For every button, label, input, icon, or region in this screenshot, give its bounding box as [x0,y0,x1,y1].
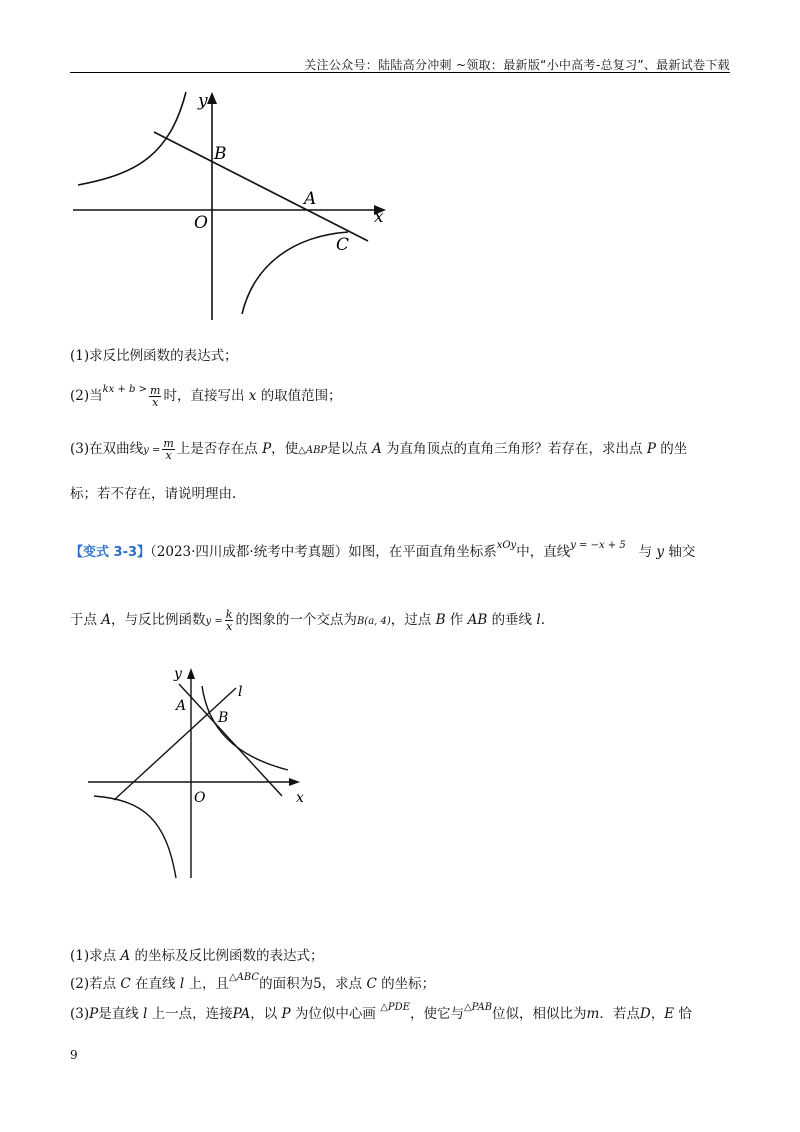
p1-q1: (1)求反比例函数的表达式； [70,348,238,364]
hyperbola-branch-lower-right [242,232,348,314]
p1-q2: (2)当$^{kx + b >}$ $\frac{m}{x}$ 时，直接写出 x 的取值范围； [70,384,342,409]
p2-q2: (2)若点 C 在直线 l 上，且$^{\triangle ABC}$的面积为5，求点 C 的坐标； [70,972,436,992]
variant-line-2: 于点 A，与反比例函数y = $\frac{k}{x}$ 的图象的一个交点为B(a, 4)，过点 B 作 AB 的垂线 l. [70,608,545,633]
x-axis-arrow [289,778,300,786]
label-x: x [296,790,304,806]
label-origin: O [194,790,206,806]
header-rule [70,72,730,73]
p1-q2-expr: kx + b > [102,384,148,395]
line-ab [154,132,368,241]
hyperbola-branch-upper [202,686,288,770]
hyperbola-branch-lower [94,796,176,878]
variant-line-1: 【变式 3-3】（2023·四川成都·统考中考真题）如图，在平面直角坐标系$^{xOy}$中，直线$^{y = -x + 5}$ 与 y 轴交 [70,540,696,560]
page-header: 关注公众号：陆陆高分冲刺 ~领取：最新版“小中高考-总复习”、最新试卷下载 [304,58,730,72]
label-y: y [198,91,208,111]
p2-q1: (1)求点 A 的坐标及反比例函数的表达式； [70,948,324,964]
figure-2 [84,660,324,880]
label-c: C [336,235,350,255]
p2-q3: (3)P是直线 l 上一点，连接PA，以 P 为位似中心画 $^{\triangle PDE}$，使它与$^{\triangle PAB}$位似，相似比为m．若点D，E 恰 [70,1002,692,1022]
label-b: B [218,710,229,726]
label-l: l [238,684,243,700]
y-axis-arrow [187,668,195,679]
label-a: A [176,698,187,714]
page-number: 9 [70,1048,78,1062]
p1-q2-frac: $\frac{m}{x}$ [150,384,161,409]
label-x: x [374,207,384,227]
hyperbola-branch-upper-left [78,92,186,185]
p1-q3-cont: 标；若不存在，请说明理由. [70,486,237,502]
line-l [114,688,236,800]
line-ab [179,684,282,796]
figure-1 [68,84,398,324]
label-a: A [304,189,317,209]
label-b: B [214,144,227,164]
p1-q3: (3)在双曲线y = $\frac{m}{x}$ 上是否存在点 P，使△ABP是以点 A 为直角顶点的直角三角形？若存在，求出点 P 的坐 [70,437,688,462]
label-origin: O [194,213,208,233]
label-y: y [174,666,182,682]
y-axis-arrow [207,92,217,104]
